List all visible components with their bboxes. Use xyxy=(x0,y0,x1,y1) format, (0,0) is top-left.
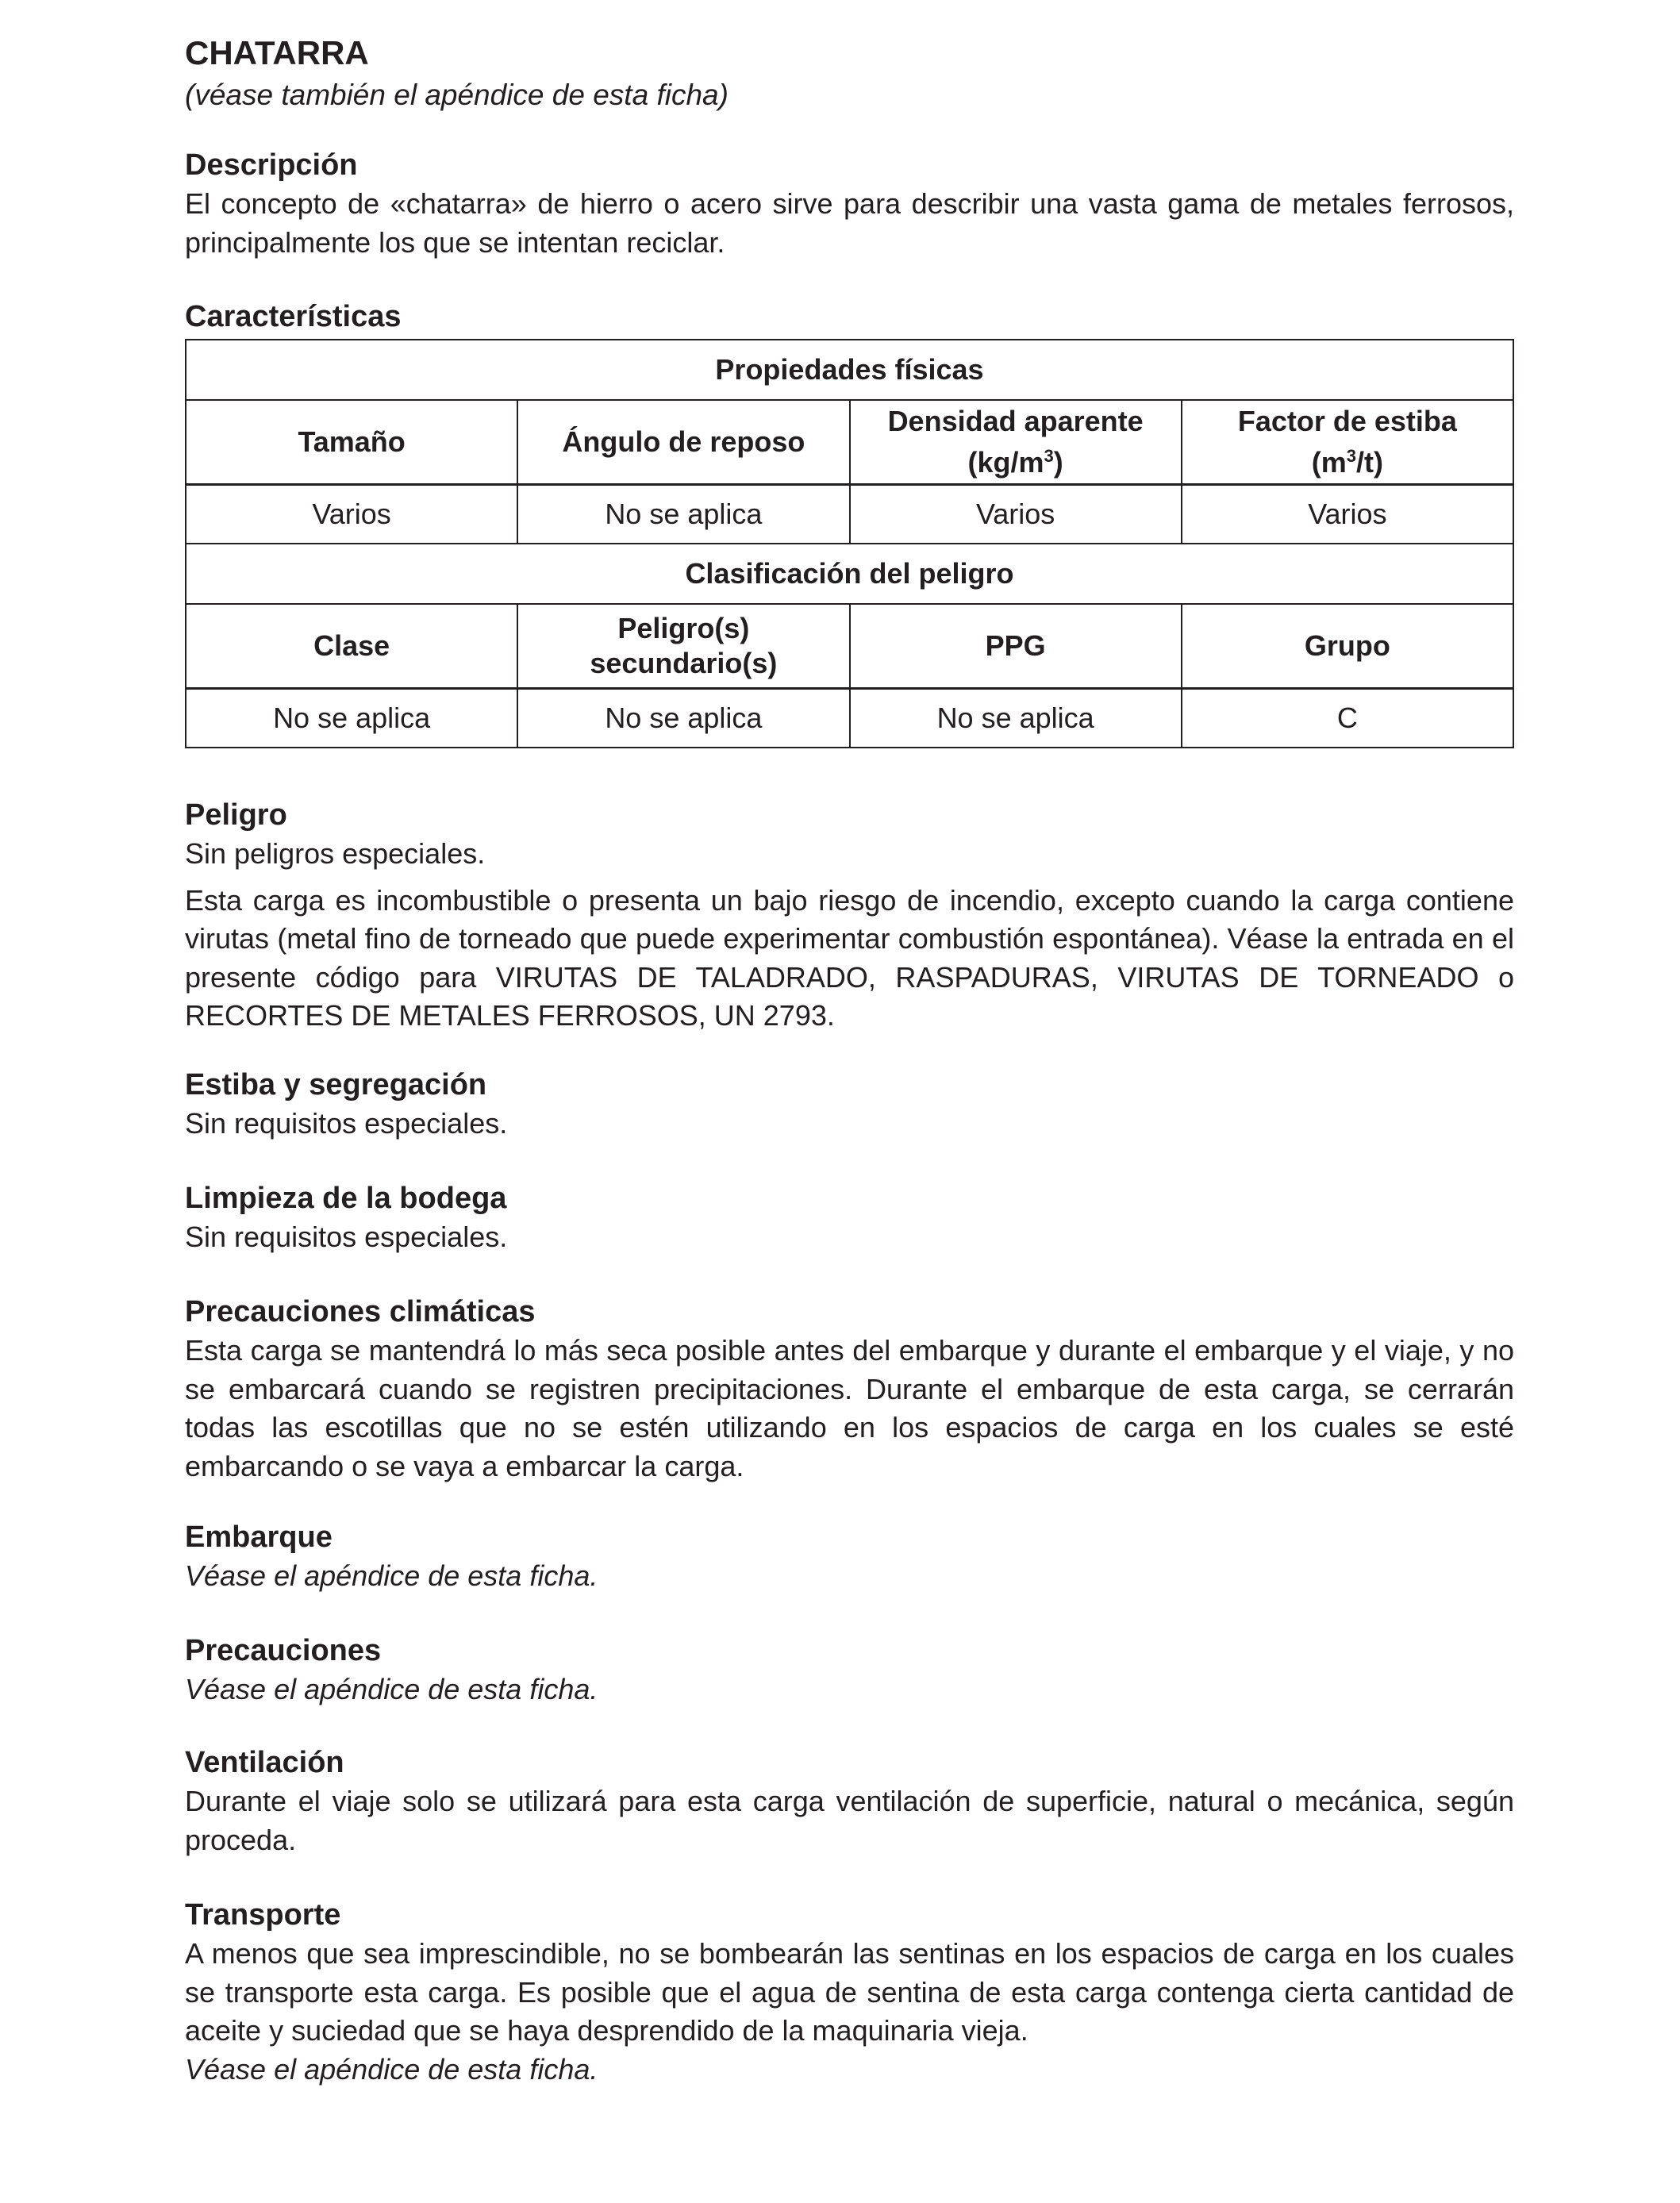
section-precauciones xyxy=(185,1631,1514,1709)
unit: (kg/m xyxy=(967,446,1044,479)
characteristics-table xyxy=(185,339,1514,748)
section-heading: Estiba y segregación xyxy=(185,1068,487,1102)
header-angulo: Ángulo de reposo xyxy=(517,400,849,485)
header-factor-estiba xyxy=(1182,400,1513,485)
hazard-classification-title: Clasificación del peligro xyxy=(186,544,1513,604)
header-clase: Clase xyxy=(186,604,517,689)
value-angulo: No se aplica xyxy=(517,485,849,544)
unit-sup: 3 xyxy=(1044,446,1054,466)
section-heading: Precauciones climáticas xyxy=(185,1295,536,1328)
header-label: Densidad aparente xyxy=(887,405,1144,437)
header-tamano: Tamaño xyxy=(186,400,517,485)
value-grupo: C xyxy=(1182,689,1513,748)
physical-properties-title: Propiedades físicas xyxy=(186,340,1513,400)
section-transporte xyxy=(185,1895,1514,2089)
header-label: Factor de estiba xyxy=(1237,405,1457,437)
section-embarque xyxy=(185,1517,1514,1596)
header-label-line2: secundario(s) xyxy=(590,647,778,679)
page-subtitle: (véase también el apéndice de esta ficha) xyxy=(185,79,729,111)
section-peligro xyxy=(185,795,1514,1036)
section-heading: Peligro xyxy=(185,798,287,832)
section-heading: Precauciones xyxy=(185,1634,382,1667)
section-ventilacion xyxy=(185,1743,1514,1859)
unit-sup: 3 xyxy=(1346,446,1356,466)
section-estiba xyxy=(185,1065,1514,1144)
unit-tail: ) xyxy=(1053,446,1063,479)
section-descripcion xyxy=(185,145,1514,262)
header-peligros-secundarios xyxy=(517,604,849,689)
header-label: Peligro(s) xyxy=(617,612,750,644)
section-text: Sin requisitos especiales. xyxy=(185,1107,508,1140)
section-heading: Ventilación xyxy=(185,1746,344,1779)
section-heading: Características xyxy=(185,300,402,333)
value-ppg: No se aplica xyxy=(850,689,1182,748)
section-text: Esta carga se mantendrá lo más seca posible antes del embarque y durante el embarque y el viaje, y no se embarcará cuando se registren precipitaciones. Durante el embarque de esta carga, se cerrarán todas las escotillas que no se estén utilizando en los espacios de carga en los cuales se esté embarcando o se vaya a embarcar la carga. xyxy=(185,1334,1514,1482)
header-grupo: Grupo xyxy=(1182,604,1513,689)
section-heading: Descripción xyxy=(185,148,358,182)
unit: (m xyxy=(1311,446,1347,479)
value-peligros-secundarios: No se aplica xyxy=(517,689,849,748)
section-text: Sin peligros especiales. xyxy=(185,837,486,870)
page-title: CHATARRA xyxy=(185,34,369,71)
value-clase: No se aplica xyxy=(186,689,517,748)
section-text: A menos que sea imprescindible, no se bombearán las sentinas en los espacios de carga en los cuales se transporte esta carga. Es posible que el agua de sentina de esta carga contenga cierta cantidad de aceite y suciedad que se haya desprendido de la maquinaria vieja. xyxy=(185,1937,1514,2047)
section-caracteristicas xyxy=(185,297,1514,336)
value-densidad: Varios xyxy=(850,485,1182,544)
header-ppg: PPG xyxy=(850,604,1182,689)
value-tamano: Varios xyxy=(186,485,517,544)
value-factor-estiba: Varios xyxy=(1182,485,1513,544)
unit-tail: /t) xyxy=(1356,446,1383,479)
section-heading: Limpieza de la bodega xyxy=(185,1182,507,1215)
section-text: Véase el apéndice de esta ficha. xyxy=(185,1673,598,1705)
section-heading: Transporte xyxy=(185,1898,341,1932)
section-heading: Embarque xyxy=(185,1521,333,1554)
section-text: Durante el viaje solo se utilizará para esta carga ventilación de superficie, natural o mecánica, según proceda. xyxy=(185,1785,1514,1856)
section-text: Sin requisitos especiales. xyxy=(185,1221,508,1253)
section-precauciones-climaticas xyxy=(185,1292,1514,1486)
section-text: Véase el apéndice de esta ficha. xyxy=(185,2052,598,2086)
section-text: Esta carga es incombustible o presenta un bajo riesgo de incendio, excepto cuando la carga contiene virutas (metal fino de torneado que puede experimentar combustión espontánea). Véase la entrada en el presente código para VIRUTAS DE TALADRADO, RASPADURAS, VIRUTAS DE TORNEADO o RECORTES DE METALES FERROSOS, UN 2793. xyxy=(185,883,1514,1032)
section-limpieza xyxy=(185,1178,1514,1257)
section-text: Véase el apéndice de esta ficha. xyxy=(185,1559,598,1592)
section-text: El concepto de «chatarra» de hierro o acero sirve para describir una vasta gama de metales ferrosos, principalmente los que se intentan reciclar. xyxy=(185,187,1514,259)
header-densidad xyxy=(850,400,1182,485)
